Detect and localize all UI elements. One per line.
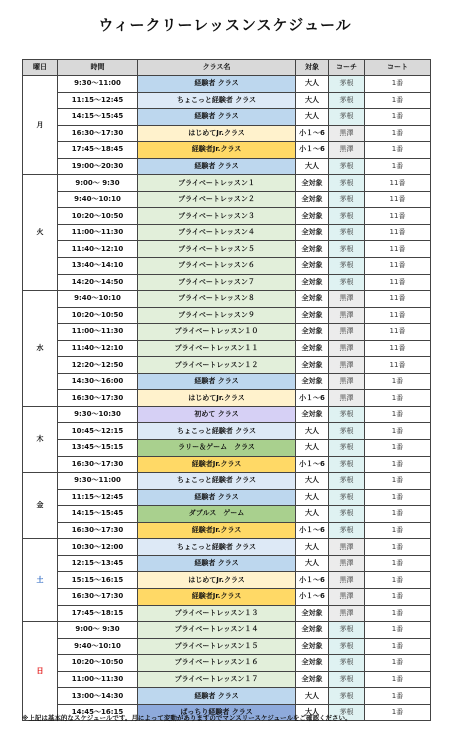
target-cell: 全対象 xyxy=(296,291,329,308)
target-cell: 全対象 xyxy=(296,340,329,357)
time-cell: 16:30〜17:30 xyxy=(58,390,138,407)
schedule-row xyxy=(23,622,431,639)
class-cell: プライベートレッスン１６ xyxy=(138,655,296,672)
coach-cell: 黒澤 xyxy=(329,324,365,341)
coach-cell: 茅根 xyxy=(329,175,365,192)
schedule-row xyxy=(23,340,431,357)
coach-cell: 黒澤 xyxy=(329,555,365,572)
class-cell: プライベートレッスン１４ xyxy=(138,622,296,639)
coach-cell: 黒澤 xyxy=(329,605,365,622)
header-time: 時間 xyxy=(58,60,138,76)
target-cell: 全対象 xyxy=(296,638,329,655)
schedule-row xyxy=(23,572,431,589)
coach-cell: 茅根 xyxy=(329,109,365,126)
target-cell: 全対象 xyxy=(296,208,329,225)
coach-cell: 茅根 xyxy=(329,423,365,440)
court-cell: 1番 xyxy=(365,605,431,622)
class-cell: ちょこっと経験者 クラス xyxy=(138,539,296,556)
court-cell: 1番 xyxy=(365,638,431,655)
court-cell: 11番 xyxy=(365,191,431,208)
class-cell: プライベートレッスン５ xyxy=(138,241,296,258)
time-cell: 15:15〜16:15 xyxy=(58,572,138,589)
class-cell: プライベートレッスン４ xyxy=(138,224,296,241)
court-cell: 1番 xyxy=(365,622,431,639)
class-cell: 経験者Jr.クラス xyxy=(138,522,296,539)
court-cell: 11番 xyxy=(365,258,431,275)
day-label: 月 xyxy=(23,76,58,175)
coach-cell: 茅根 xyxy=(329,158,365,175)
target-cell: 全対象 xyxy=(296,224,329,241)
court-cell: 11番 xyxy=(365,224,431,241)
class-cell: ちょこっと経験者 クラス xyxy=(138,473,296,490)
schedule-row xyxy=(23,274,431,291)
header-class: クラス名 xyxy=(138,60,296,76)
time-cell: 12:15〜13:45 xyxy=(58,555,138,572)
target-cell: 全対象 xyxy=(296,373,329,390)
class-cell: 経験者Jr.クラス xyxy=(138,456,296,473)
class-cell: 経験者Jr.クラス xyxy=(138,588,296,605)
coach-cell: 茅根 xyxy=(329,241,365,258)
footnote: ※上記は基本的なスケジュールです。月によって変動がありますのでマンスリースケジュールをご確認ください。 xyxy=(22,714,352,722)
coach-cell: 黒澤 xyxy=(329,125,365,142)
coach-cell: 黒澤 xyxy=(329,142,365,159)
target-cell: 小１〜6 xyxy=(296,572,329,589)
class-cell: 経験者 クラス xyxy=(138,688,296,705)
time-cell: 16:30〜17:30 xyxy=(58,522,138,539)
day-label: 土 xyxy=(23,539,58,622)
court-cell: 1番 xyxy=(365,142,431,159)
coach-cell: 茅根 xyxy=(329,688,365,705)
schedule-row xyxy=(23,456,431,473)
schedule-row xyxy=(23,191,431,208)
court-cell: 1番 xyxy=(365,688,431,705)
coach-cell: 黒澤 xyxy=(329,340,365,357)
court-cell: 1番 xyxy=(365,92,431,109)
schedule-row xyxy=(23,291,431,308)
schedule-row xyxy=(23,605,431,622)
schedule-row xyxy=(23,588,431,605)
coach-cell: 黒澤 xyxy=(329,357,365,374)
target-cell: 全対象 xyxy=(296,622,329,639)
coach-cell: 茅根 xyxy=(329,473,365,490)
court-cell: 1番 xyxy=(365,109,431,126)
court-cell: 1番 xyxy=(365,588,431,605)
class-cell: はじめてJr.クラス xyxy=(138,572,296,589)
court-cell: 1番 xyxy=(365,655,431,672)
target-cell: 大人 xyxy=(296,506,329,523)
time-cell: 9:40〜10:10 xyxy=(58,291,138,308)
target-cell: 大人 xyxy=(296,423,329,440)
target-cell: 全対象 xyxy=(296,307,329,324)
target-cell: 小１〜6 xyxy=(296,390,329,407)
class-cell: はじめてJr.クラス xyxy=(138,390,296,407)
court-cell: 11番 xyxy=(365,307,431,324)
target-cell: 小１〜6 xyxy=(296,142,329,159)
coach-cell: 茅根 xyxy=(329,258,365,275)
schedule-row xyxy=(23,258,431,275)
coach-cell: 黒澤 xyxy=(329,373,365,390)
class-cell: プライベートレッスン７ xyxy=(138,274,296,291)
class-cell: ダブルス ゲーム xyxy=(138,506,296,523)
schedule-row xyxy=(23,539,431,556)
time-cell: 10:20〜10:50 xyxy=(58,208,138,225)
target-cell: 全対象 xyxy=(296,406,329,423)
coach-cell: 茅根 xyxy=(329,522,365,539)
time-cell: 13:45〜15:15 xyxy=(58,440,138,457)
court-cell: 1番 xyxy=(365,539,431,556)
class-cell: 経験者 クラス xyxy=(138,158,296,175)
time-cell: 14:15〜15:45 xyxy=(58,506,138,523)
target-cell: 小１〜6 xyxy=(296,588,329,605)
time-cell: 19:00〜20:30 xyxy=(58,158,138,175)
court-cell: 1番 xyxy=(365,125,431,142)
coach-cell: 茅根 xyxy=(329,274,365,291)
target-cell: 大人 xyxy=(296,158,329,175)
target-cell: 大人 xyxy=(296,555,329,572)
day-label: 金 xyxy=(23,473,58,539)
court-cell: 1番 xyxy=(365,76,431,93)
target-cell: 大人 xyxy=(296,489,329,506)
time-cell: 16:30〜17:30 xyxy=(58,588,138,605)
day-label: 水 xyxy=(23,291,58,407)
court-cell: 11番 xyxy=(365,340,431,357)
time-cell: 17:45〜18:15 xyxy=(58,605,138,622)
schedule-row xyxy=(23,655,431,672)
time-cell: 11:00〜11:30 xyxy=(58,671,138,688)
court-cell: 11番 xyxy=(365,274,431,291)
class-cell: ちょこっと経験者 クラス xyxy=(138,423,296,440)
court-cell: 1番 xyxy=(365,158,431,175)
header-coach: コーチ xyxy=(329,60,365,76)
class-cell: プライベートレッスン１７ xyxy=(138,671,296,688)
class-cell: プライベートレッスン１１ xyxy=(138,340,296,357)
coach-cell: 茅根 xyxy=(329,655,365,672)
court-cell: 1番 xyxy=(365,373,431,390)
time-cell: 10:20〜10:50 xyxy=(58,307,138,324)
schedule-row xyxy=(23,224,431,241)
target-cell: 全対象 xyxy=(296,241,329,258)
schedule-row xyxy=(23,688,431,705)
court-cell: 1番 xyxy=(365,522,431,539)
schedule-row xyxy=(23,208,431,225)
time-cell: 9:00〜 9:30 xyxy=(58,175,138,192)
class-cell: 初めて クラス xyxy=(138,406,296,423)
class-cell: プライベートレッスン９ xyxy=(138,307,296,324)
time-cell: 16:30〜17:30 xyxy=(58,456,138,473)
schedule-row xyxy=(23,109,431,126)
court-cell: 1番 xyxy=(365,489,431,506)
time-cell: 11:40〜12:10 xyxy=(58,340,138,357)
court-cell: 11番 xyxy=(365,291,431,308)
court-cell: 11番 xyxy=(365,241,431,258)
court-cell: 1番 xyxy=(365,440,431,457)
court-cell: 1番 xyxy=(365,704,431,721)
court-cell: 11番 xyxy=(365,175,431,192)
class-cell: プライベートレッスン６ xyxy=(138,258,296,275)
court-cell: 1番 xyxy=(365,406,431,423)
class-cell: 経験者 クラス xyxy=(138,373,296,390)
time-cell: 9:30〜11:00 xyxy=(58,76,138,93)
schedule-row xyxy=(23,440,431,457)
class-cell: プライベートレッスン１３ xyxy=(138,605,296,622)
target-cell: 全対象 xyxy=(296,605,329,622)
target-cell: 全対象 xyxy=(296,191,329,208)
schedule-row xyxy=(23,125,431,142)
schedule-row xyxy=(23,373,431,390)
coach-cell: 黒澤 xyxy=(329,539,365,556)
coach-cell: 茅根 xyxy=(329,440,365,457)
schedule-row xyxy=(23,142,431,159)
header-day: 曜日 xyxy=(23,60,58,76)
schedule-row xyxy=(23,522,431,539)
class-cell: 経験者Jr.クラス xyxy=(138,142,296,159)
time-cell: 10:30〜12:00 xyxy=(58,539,138,556)
class-cell: ラリー＆ゲーム クラス xyxy=(138,440,296,457)
time-cell: 9:40〜10:10 xyxy=(58,191,138,208)
time-cell: 10:45〜12:15 xyxy=(58,423,138,440)
schedule-row xyxy=(23,555,431,572)
coach-cell: 茅根 xyxy=(329,622,365,639)
coach-cell: 茅根 xyxy=(329,506,365,523)
schedule-row xyxy=(23,489,431,506)
time-cell: 13:00〜14:30 xyxy=(58,688,138,705)
time-cell: 10:20〜10:50 xyxy=(58,655,138,672)
time-cell: 13:40〜14:10 xyxy=(58,258,138,275)
time-cell: 9:00〜 9:30 xyxy=(58,622,138,639)
class-cell: プライベートレッスン８ xyxy=(138,291,296,308)
target-cell: 大人 xyxy=(296,688,329,705)
schedule-row xyxy=(23,307,431,324)
time-cell: 14:20〜14:50 xyxy=(58,274,138,291)
coach-cell: 茅根 xyxy=(329,208,365,225)
coach-cell: 茅根 xyxy=(329,191,365,208)
class-cell: 経験者 クラス xyxy=(138,76,296,93)
target-cell: 小１〜6 xyxy=(296,125,329,142)
time-cell: 9:30〜10:30 xyxy=(58,406,138,423)
time-cell: 11:15〜12:45 xyxy=(58,92,138,109)
time-cell: 14:45〜16:15 xyxy=(58,704,138,721)
court-cell: 11番 xyxy=(365,324,431,341)
coach-cell: 黒澤 xyxy=(329,307,365,324)
coach-cell: 茅根 xyxy=(329,456,365,473)
schedule-row xyxy=(23,473,431,490)
coach-cell: 茅根 xyxy=(329,224,365,241)
schedule-row xyxy=(23,506,431,523)
court-cell: 1番 xyxy=(365,572,431,589)
class-cell: 経験者 クラス xyxy=(138,555,296,572)
target-cell: 大人 xyxy=(296,704,329,721)
court-cell: 1番 xyxy=(365,473,431,490)
class-cell: はじめてJr.クラス xyxy=(138,125,296,142)
coach-cell: 黒澤 xyxy=(329,588,365,605)
coach-cell: 茅根 xyxy=(329,92,365,109)
target-cell: 全対象 xyxy=(296,671,329,688)
court-cell: 11番 xyxy=(365,208,431,225)
class-cell: ぱっちり経験者 クラス xyxy=(138,704,296,721)
time-cell: 14:30〜16:00 xyxy=(58,373,138,390)
court-cell: 11番 xyxy=(365,357,431,374)
schedule-body xyxy=(23,76,431,721)
day-label: 木 xyxy=(23,406,58,472)
schedule-row xyxy=(23,76,431,93)
schedule-row xyxy=(23,406,431,423)
target-cell: 全対象 xyxy=(296,324,329,341)
coach-cell: 茅根 xyxy=(329,489,365,506)
time-cell: 11:00〜11:30 xyxy=(58,324,138,341)
coach-cell: 黒澤 xyxy=(329,572,365,589)
schedule-row xyxy=(23,671,431,688)
page-title: ウィークリーレッスンスケジュール xyxy=(98,16,352,34)
time-cell: 9:40〜10:10 xyxy=(58,638,138,655)
class-cell: プライベートレッスン１ xyxy=(138,175,296,192)
class-cell: 経験者 クラス xyxy=(138,109,296,126)
class-cell: 経験者 クラス xyxy=(138,489,296,506)
schedule-row xyxy=(23,158,431,175)
table-header-row xyxy=(23,60,431,76)
coach-cell: 茅根 xyxy=(329,704,365,721)
target-cell: 大人 xyxy=(296,109,329,126)
time-cell: 16:30〜17:30 xyxy=(58,125,138,142)
class-cell: ちょこっと経験者 クラス xyxy=(138,92,296,109)
court-cell: 1番 xyxy=(365,671,431,688)
class-cell: プライベートレッスン１０ xyxy=(138,324,296,341)
target-cell: 全対象 xyxy=(296,258,329,275)
day-label: 日 xyxy=(23,622,58,721)
coach-cell: 茅根 xyxy=(329,406,365,423)
schedule-row xyxy=(23,92,431,109)
coach-cell: 茅根 xyxy=(329,671,365,688)
header-target: 対象 xyxy=(296,60,329,76)
target-cell: 全対象 xyxy=(296,274,329,291)
target-cell: 小１〜6 xyxy=(296,456,329,473)
target-cell: 小１〜6 xyxy=(296,522,329,539)
court-cell: 1番 xyxy=(365,506,431,523)
schedule-row xyxy=(23,357,431,374)
court-cell: 1番 xyxy=(365,390,431,407)
time-cell: 11:00〜11:30 xyxy=(58,224,138,241)
court-cell: 1番 xyxy=(365,456,431,473)
target-cell: 大人 xyxy=(296,92,329,109)
schedule-row xyxy=(23,423,431,440)
schedule-row xyxy=(23,175,431,192)
coach-cell: 茅根 xyxy=(329,76,365,93)
target-cell: 大人 xyxy=(296,539,329,556)
coach-cell: 黒澤 xyxy=(329,291,365,308)
class-cell: プライベートレッスン１５ xyxy=(138,638,296,655)
court-cell: 1番 xyxy=(365,423,431,440)
target-cell: 全対象 xyxy=(296,655,329,672)
time-cell: 17:45〜18:45 xyxy=(58,142,138,159)
time-cell: 9:30〜11:00 xyxy=(58,473,138,490)
schedule-row xyxy=(23,638,431,655)
coach-cell: 茅根 xyxy=(329,638,365,655)
weekly-schedule-table xyxy=(22,59,431,721)
time-cell: 11:40〜12:10 xyxy=(58,241,138,258)
class-cell: プライベートレッスン３ xyxy=(138,208,296,225)
schedule-row xyxy=(23,390,431,407)
target-cell: 大人 xyxy=(296,440,329,457)
time-cell: 11:15〜12:45 xyxy=(58,489,138,506)
schedule-row xyxy=(23,324,431,341)
target-cell: 大人 xyxy=(296,473,329,490)
day-label: 火 xyxy=(23,175,58,291)
class-cell: プライベートレッスン１２ xyxy=(138,357,296,374)
target-cell: 全対象 xyxy=(296,357,329,374)
schedule-row xyxy=(23,241,431,258)
time-cell: 12:20〜12:50 xyxy=(58,357,138,374)
court-cell: 1番 xyxy=(365,555,431,572)
coach-cell: 黒澤 xyxy=(329,390,365,407)
target-cell: 大人 xyxy=(296,76,329,93)
class-cell: プライベートレッスン２ xyxy=(138,191,296,208)
time-cell: 14:15〜15:45 xyxy=(58,109,138,126)
header-court: コート xyxy=(365,60,431,76)
target-cell: 全対象 xyxy=(296,175,329,192)
